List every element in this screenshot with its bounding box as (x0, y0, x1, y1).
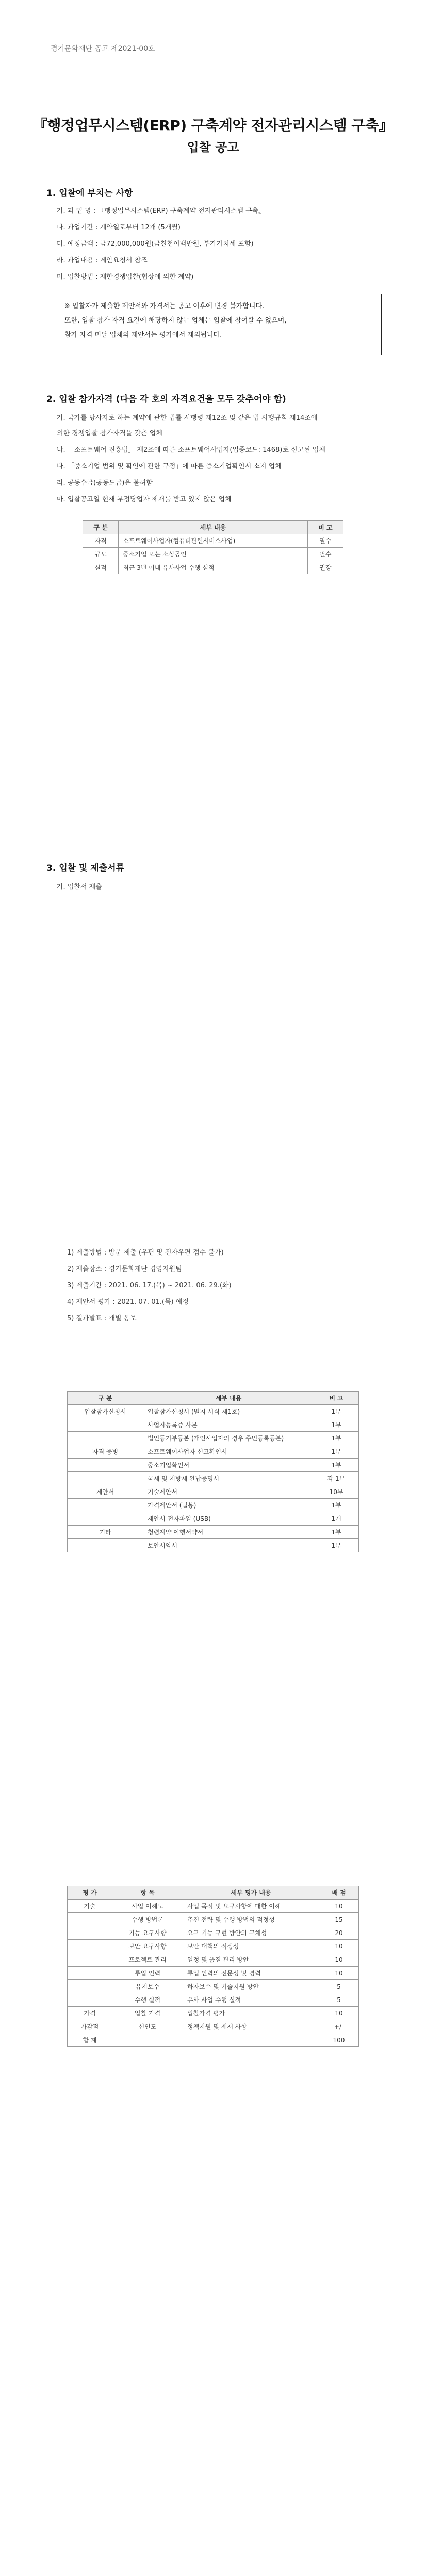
table-cell: 소프트웨어사업자 신고확인서 (143, 1445, 314, 1459)
s4-line: 5) 결과발표 : 개별 통보 (67, 1315, 137, 1323)
table-row (83, 561, 343, 574)
table-cell: 15 (319, 1913, 359, 1926)
table-cell: 10 (319, 1967, 359, 1980)
table-row (68, 1405, 359, 1418)
table-cell: 가격제안서 (밀봉) (143, 1499, 314, 1512)
table-header: 비 고 (307, 521, 343, 534)
table-row (68, 1539, 359, 1552)
notice-line: ※ 입찰자가 제출한 제안서와 가격서는 공고 이후에 변경 불가합니다. (64, 302, 265, 310)
table-cell: 중소기업 또는 소상공인 (119, 548, 308, 561)
table-cell (68, 1926, 112, 1940)
table-cell: 1부 (314, 1432, 359, 1445)
table-row (68, 1512, 359, 1526)
table-cell: 정책지원 및 제재 사항 (183, 2020, 319, 2033)
table-cell: 보안 대책의 적정성 (183, 1940, 319, 1953)
section-1-heading: 1. 입찰에 부치는 사항 (46, 188, 133, 198)
table-cell: 사업 이해도 (112, 1900, 183, 1913)
table-header: 세부 내용 (119, 521, 308, 534)
table-cell: 최근 3년 이내 유사사업 수행 실적 (119, 561, 308, 574)
table-row (68, 1953, 359, 1967)
table-cell: 일정 및 품질 관리 방안 (183, 1953, 319, 1967)
table-row (68, 2007, 359, 2020)
table-cell: 입찰가격 평가 (183, 2007, 319, 2020)
table-cell: 요구 기능 구현 방안의 구체성 (183, 1926, 319, 1940)
table-cell: 기타 (68, 1526, 143, 1539)
table-cell: 사업 목적 및 요구사항에 대한 이해 (183, 1900, 319, 1913)
s1-line: 나. 과업기간 : 계약일로부터 12개 (5개월) (57, 224, 181, 231)
table-cell: 1부 (314, 1526, 359, 1539)
table-cell: 5 (319, 1993, 359, 2007)
table-cell: 기술 (68, 1900, 112, 1913)
table-cell: 자격 (83, 534, 119, 548)
table-cell: 청렴계약 이행서약서 (143, 1526, 314, 1539)
table-header: 세부 평가 내용 (183, 1886, 319, 1900)
table-cell: 소프트웨어사업자(컴퓨터관련서비스사업) (119, 534, 308, 548)
table-cell: 자격 증빙 (68, 1445, 143, 1459)
table-cell (68, 1499, 143, 1512)
table-cell: 유사 사업 수행 실적 (183, 1993, 319, 2007)
table-header: 구 분 (68, 1392, 143, 1405)
table-cell: 1부 (314, 1539, 359, 1552)
s1-line: 가. 과 업 명 : 『행정업무시스템(ERP) 구축계약 전자관리시스템 구축』 (57, 207, 266, 215)
table-row (68, 1445, 359, 1459)
table-cell: 수행 방법론 (112, 1913, 183, 1926)
table-cell: 100 (319, 2033, 359, 2047)
s2-line: 가. 국가를 당사자로 하는 계약에 관한 법률 시행령 제12조 및 같은 법 시행규칙 제14조에 (57, 414, 318, 422)
table-cell: 1부 (314, 1405, 359, 1418)
table-header: 비 고 (314, 1392, 359, 1405)
table-cell (183, 2033, 319, 2047)
table-cell: 입찰 가격 (112, 2007, 183, 2020)
table-cell: 필수 (307, 534, 343, 548)
table-cell: 1부 (314, 1459, 359, 1472)
table-row (68, 2033, 359, 2047)
table-cell: 법인등기부등본 (개인사업자의 경우 주민등록등본) (143, 1432, 314, 1445)
table-cell: 프로젝트 관리 (112, 1953, 183, 1967)
table-row (68, 1993, 359, 2007)
table-cell (68, 1953, 112, 1967)
table-cell: 10 (319, 1940, 359, 1953)
table-cell (68, 1539, 143, 1552)
evaluation-table (67, 1886, 359, 2047)
table-cell (68, 1432, 143, 1445)
table-cell: 1개 (314, 1512, 359, 1526)
table-cell: 국세 및 지방세 완납증명서 (143, 1472, 314, 1485)
table-cell: 중소기업확인서 (143, 1459, 314, 1472)
table-row (68, 1499, 359, 1512)
table-row (83, 534, 343, 548)
table-cell: 합 계 (68, 2033, 112, 2047)
table-cell: 1부 (314, 1418, 359, 1432)
s4-line: 2) 제출장소 : 경기문화재단 경영지원팀 (67, 1265, 182, 1273)
documents-table (67, 1391, 359, 1552)
table-cell: 가감점 (68, 2020, 112, 2033)
table-cell: 기술제안서 (143, 1485, 314, 1499)
s4-line: 4) 제안서 평가 : 2021. 07. 01.(목) 예정 (67, 1298, 189, 1306)
s4-line: 1) 제출방법 : 방문 제출 (우편 및 전자우편 접수 불가) (67, 1249, 224, 1257)
table-cell (68, 1472, 143, 1485)
table-cell: 보안서약서 (143, 1539, 314, 1552)
page-subtitle: 입찰 공고 (187, 140, 239, 155)
table-cell (112, 2033, 183, 2047)
table-header: 세부 내용 (143, 1392, 314, 1405)
table-cell: 10 (319, 1953, 359, 1967)
s4-line: 3) 제출기간 : 2021. 06. 17.(목) ~ 2021. 06. 29.(화) (67, 1282, 232, 1290)
section-2-heading: 2. 입찰 참가자격 (다음 각 호의 자격요건을 모두 갖추어야 함) (46, 394, 286, 404)
notice-line: 참가 자격 미달 업체의 제안서는 평가에서 제외됩니다. (64, 331, 222, 339)
table-cell: 필수 (307, 548, 343, 561)
page-title: 『행정업무시스템(ERP) 구축계약 전자관리시스템 구축』 (32, 117, 393, 134)
table-row (68, 1926, 359, 1940)
table-cell: +/- (319, 2020, 359, 2033)
notice-line: 또한, 입찰 참가 자격 요건에 해당하지 않는 업체는 입찰에 참여할 수 없으며, (64, 317, 287, 325)
table-row (68, 1980, 359, 1993)
s1-line: 라. 과업내용 : 제안요청서 참조 (57, 257, 148, 264)
table-cell: 하자보수 및 기술지원 방안 (183, 1980, 319, 1993)
table-cell (68, 1512, 143, 1526)
table-row (68, 1526, 359, 1539)
table-cell: 제안서 전자파일 (USB) (143, 1512, 314, 1526)
table-row (68, 1485, 359, 1499)
s2-line: 다. 「중소기업 범위 및 확인에 관한 규정」에 따른 중소기업확인서 소지 업체 (57, 463, 282, 470)
table-row (68, 1459, 359, 1472)
table-cell: 권장 (307, 561, 343, 574)
table-cell: 10 (319, 1900, 359, 1913)
table-row (68, 1967, 359, 1980)
s1-line: 다. 예정금액 : 금72,000,000원(금칠천이백만원, 부가가치세 포함) (57, 240, 254, 248)
table-cell (68, 1459, 143, 1472)
document-number: 경기문화재단 공고 제2021-00호 (51, 45, 155, 53)
table-cell: 기능 요구사항 (112, 1926, 183, 1940)
table-cell: 사업자등록증 사본 (143, 1418, 314, 1432)
table-cell: 1부 (314, 1445, 359, 1459)
table-row (68, 1900, 359, 1913)
table-cell: 제안서 (68, 1485, 143, 1499)
table-cell: 신인도 (112, 2020, 183, 2033)
table-row (68, 1418, 359, 1432)
table-cell: 투입 인력 (112, 1967, 183, 1980)
table-cell: 입찰참가신청서 (68, 1405, 143, 1418)
s3-line: 가. 입찰서 제출 (57, 883, 102, 891)
table-row (68, 1432, 359, 1445)
table-cell: 각 1부 (314, 1472, 359, 1485)
table-cell (68, 1940, 112, 1953)
table-header: 항 목 (112, 1886, 183, 1900)
table-cell: 20 (319, 1926, 359, 1940)
table-cell: 10부 (314, 1485, 359, 1499)
table-cell: 입찰참가신청서 (별지 서식 제1호) (143, 1405, 314, 1418)
s2-line: 의한 경쟁입찰 참가자격을 갖춘 업체 (57, 430, 162, 437)
table-row (68, 2020, 359, 2033)
table-cell (68, 1913, 112, 1926)
table-header: 구 분 (83, 521, 119, 534)
table-cell (68, 1980, 112, 1993)
table-cell: 유지보수 (112, 1980, 183, 1993)
table-cell (68, 1993, 112, 2007)
s2-line: 라. 공동수급(공동도급)은 불허함 (57, 479, 153, 487)
s2-line: 마. 입찰공고일 현재 부정당업자 제재를 받고 있지 않은 업체 (57, 496, 232, 503)
notice-box (57, 294, 382, 355)
table-cell: 가격 (68, 2007, 112, 2020)
table-header: 평 가 (68, 1886, 112, 1900)
table-row (83, 548, 343, 561)
table-cell: 1부 (314, 1499, 359, 1512)
s2-line: 나. 「소프트웨어 진흥법」 제2조에 따른 소프트웨어사업자(업종코드: 1468)로 신고된 업체 (57, 446, 325, 454)
table-cell: 5 (319, 1980, 359, 1993)
table-cell: 투입 인력의 전문성 및 경력 (183, 1967, 319, 1980)
table-cell: 규모 (83, 548, 119, 561)
qualification-table (83, 520, 343, 574)
table-row (68, 1913, 359, 1926)
table-header: 배 점 (319, 1886, 359, 1900)
s1-line: 마. 입찰방법 : 제한경쟁입찰(협상에 의한 계약) (57, 273, 194, 281)
table-cell: 실적 (83, 561, 119, 574)
table-cell: 수행 실적 (112, 1993, 183, 2007)
section-3-heading: 3. 입찰 및 제출서류 (46, 863, 124, 873)
table-cell: 보안 요구사항 (112, 1940, 183, 1953)
table-row (68, 1472, 359, 1485)
table-row (68, 1940, 359, 1953)
table-cell: 10 (319, 2007, 359, 2020)
table-cell: 추진 전략 및 수행 방법의 적정성 (183, 1913, 319, 1926)
table-cell (68, 1418, 143, 1432)
table-cell (68, 1967, 112, 1980)
